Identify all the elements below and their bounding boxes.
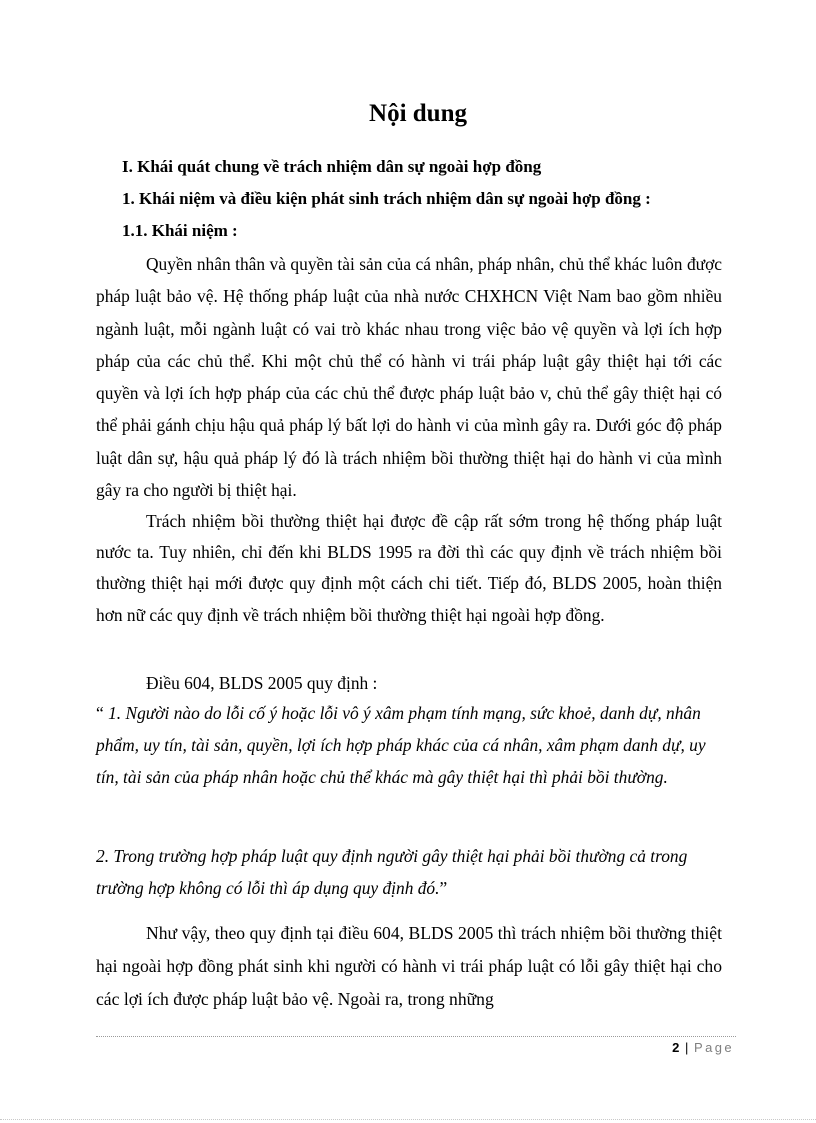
page-number: 2: [672, 1040, 680, 1055]
paragraph-history: Trách nhiệm bồi thường thiệt hại được đề cập rất sớm trong hệ thống pháp luật nước ta. Tuy nhiên, chỉ đến khi BLDS 1995 ra đời thì các quy định về trách nhiệm bồi thường thiệt hại mới được quy định một cách chi tiết. Tiếp đó, BLDS 2005, hoàn thiện hơn nữ các quy định về trách nhiệm bồi thường thiệt hại ngoài hợp đồng.: [96, 511, 722, 625]
paragraph-conclusion: Như vậy, theo quy định tại điều 604, BLDS 2005 thì trách nhiệm bồi thường thiệt hại ngoài hợp đồng phát sinh khi người có hành vi trái pháp luật có lỗi gây thiệt hại cho các lợi ích được pháp luật bảo vệ. Ngoài ra, trong những: [96, 923, 722, 1009]
section-heading-1: I. Khái quát chung về trách nhiệm dân sự ngoài hợp đồng: [122, 157, 542, 176]
page-footer: [672, 1039, 734, 1057]
paragraph-concept: Quyền nhân thân và quyền tài sản của cá nhân, pháp nhân, chủ thể khác luôn được pháp luật bảo vệ. Hệ thống pháp luật của nhà nước CHXHCN Việt Nam bao gồm nhiều ngành luật, mỗi ngành luật có vai trò khác nhau trong việc bảo vệ quyền và lợi ích hợp pháp của các chủ thể. Khi một chủ thể có hành vi trái pháp luật gây thiệt hại tới các quyền và lợi ích hợp pháp của các chủ thể được pháp luật bảo v, chủ thể gây thiệt hại có thể phải gánh chịu hậu quả pháp lý bất lợi do hành vi của mình gây ra. Dưới góc độ pháp luật dân sự, hậu quả pháp lý đó là trách nhiệm bồi thường thiệt hại do hành vi của mình gây ra cho người bị thiệt hại.: [96, 254, 722, 501]
section-heading-2: 1. Khái niệm và điều kiện phát sinh trách nhiệm dân sự ngoài hợp đồng :: [122, 189, 651, 208]
page-edge-divider: [0, 1119, 816, 1120]
quote-clause-2-text: 2. Trong trường hợp pháp luật quy định người gây thiệt hại phải bồi thường cả trong trường hợp không có lỗi thì áp dụng quy định đó.: [96, 846, 688, 898]
quote-open-mark: “: [96, 703, 104, 723]
footer-divider: [96, 1036, 736, 1037]
quote-clause-1: [96, 698, 724, 793]
paragraph-article-intro: Điều 604, BLDS 2005 quy định :: [146, 673, 378, 693]
page-label: Page: [694, 1040, 734, 1055]
quote-clause-1-text: 1. Người nào do lỗi cố ý hoặc lỗi vô ý xâm phạm tính mạng, sức khoẻ, danh dự, nhân phẩm, uy tín, tài sản, quyền, lợi ích hợp pháp khác của cá nhân, xâm phạm danh dự, uy tín, tài sản của pháp nhân hoặc chủ thể khác mà gây thiệt hại thì phải bồi thường.: [96, 703, 706, 787]
quote-close-mark: ”: [439, 877, 448, 898]
page-title: Nội dung: [369, 100, 467, 127]
section-heading-3: 1.1. Khái niệm :: [122, 221, 238, 240]
quote-clause-2: [96, 841, 724, 905]
footer-separator: |: [685, 1040, 689, 1055]
